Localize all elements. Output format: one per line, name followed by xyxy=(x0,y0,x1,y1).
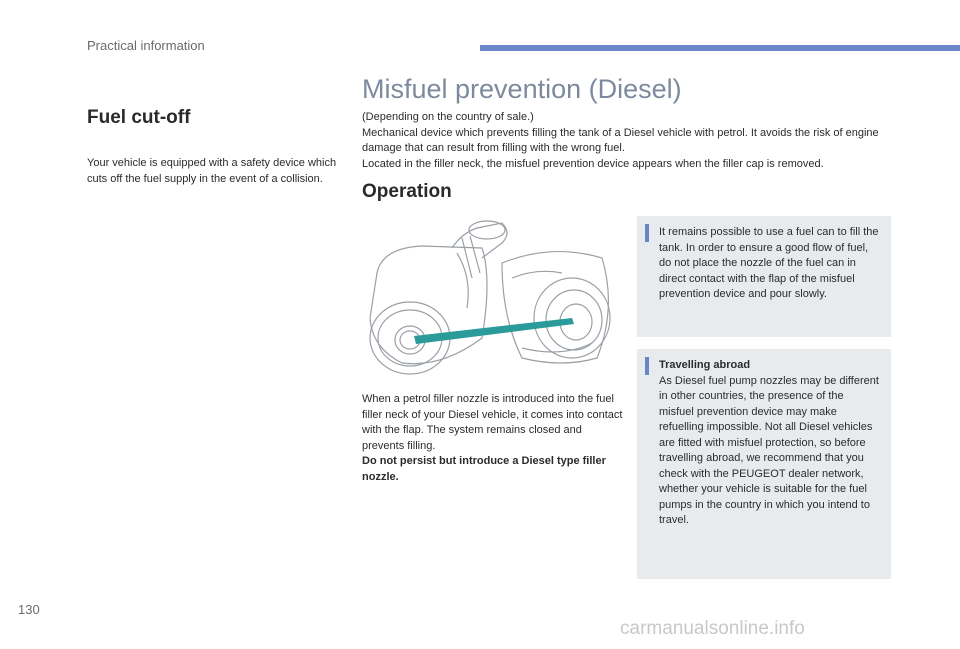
misfuel-p1: (Depending on the country of sale.) xyxy=(362,111,534,123)
section-label: Practical information xyxy=(87,38,205,53)
filler-neck-drawing xyxy=(362,218,622,378)
fuel-cutoff-heading: Fuel cut-off xyxy=(87,107,191,128)
misfuel-intro xyxy=(362,110,902,172)
operation-text-block xyxy=(362,392,627,485)
pointer-arrow xyxy=(414,318,574,344)
watermark: carmanualsonline.info xyxy=(620,618,805,639)
misfuel-p3: Located in the filler neck, the misfuel prevention device appears when the filler cap is removed. xyxy=(362,157,824,170)
operation-heading: Operation xyxy=(362,181,452,202)
note-travelling-abroad-content xyxy=(659,358,881,529)
operation-warning: Do not persist but introduce a Diesel type filler nozzle. xyxy=(362,455,606,483)
note-travelling-abroad-text: As Diesel fuel pump nozzles may be different in other countries, the presence of the misfuel prevention device may make refuelling impossible. Not all Diesel vehicles are fitted with misfuel protection, so before travelling abroad, we recommend that you check with the PEUGEOT dealer network, whether your vehicle is suitable for the fuel pumps in the country in which you intend to travel. xyxy=(659,374,879,526)
info-icon xyxy=(645,224,649,242)
note-fuel-can xyxy=(637,216,891,337)
fuel-cutoff-text: Your vehicle is equipped with a safety device which cuts off the fuel supply in the event of a collision. xyxy=(87,157,337,185)
note-travelling-abroad-title: Travelling abroad xyxy=(659,359,751,371)
misfuel-p2: Mechanical device which prevents filling the tank of a Diesel vehicle with petrol. It avoids the risk of engine damage that can result from filling with the wrong fuel. xyxy=(362,126,879,154)
info-icon xyxy=(645,357,649,375)
misfuel-title: Misfuel prevention (Diesel) xyxy=(362,74,682,104)
operation-text: When a petrol filler nozzle is introduced into the fuel filler neck of your Diesel vehicle, it comes into contact with the flap. The system remains closed and prevents filling. xyxy=(362,393,623,452)
note-fuel-can-text: It remains possible to use a fuel can to fill the tank. In order to ensure a good flow of fuel, do not place the nozzle of the fuel can in direct contact with the flap of the misfuel prevention device and pour slowly. xyxy=(659,226,879,300)
filler-neck-illustration xyxy=(362,218,622,378)
page-number: 130 xyxy=(18,602,40,617)
note-travelling-abroad xyxy=(637,349,891,579)
header-accent-bar xyxy=(480,45,960,51)
